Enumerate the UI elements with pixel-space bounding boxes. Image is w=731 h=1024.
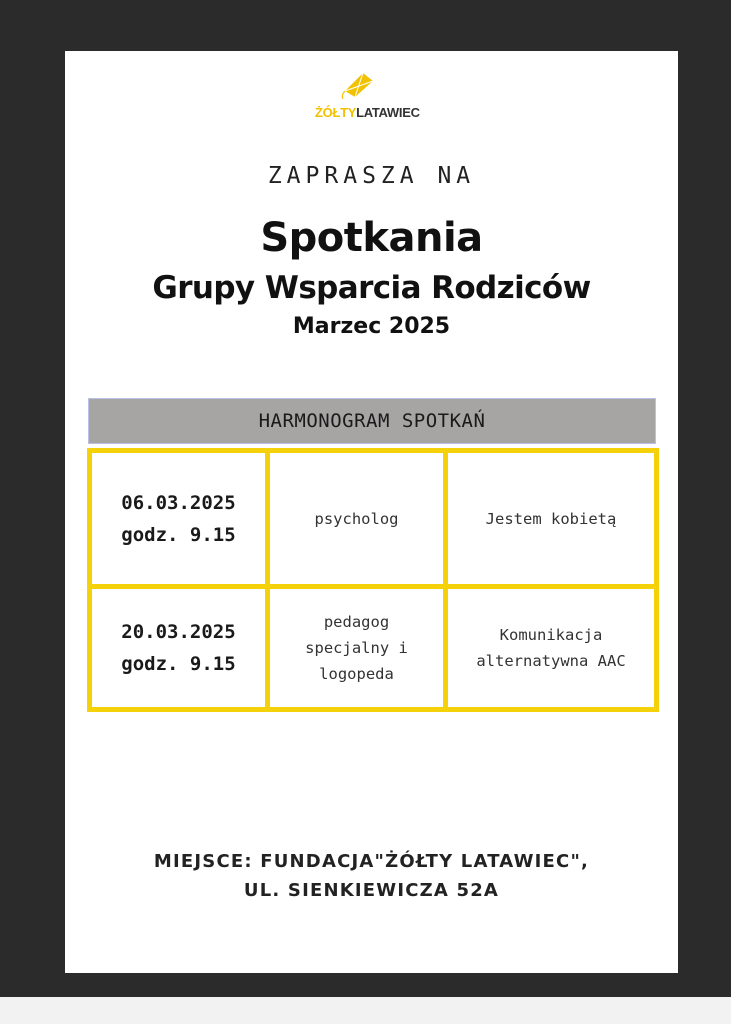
topic-line: alternatywna AAC <box>476 652 626 670</box>
schedule-date-cell <box>92 589 265 707</box>
schedule-topic-cell <box>448 589 654 707</box>
topic-line: Jestem kobietą <box>485 509 617 528</box>
schedule-header: HARMONOGRAM SPOTKAŃ <box>88 398 656 444</box>
meeting-time: godz. 9.15 <box>121 523 236 546</box>
page-subtitle: Grupy Wsparcia Rodziców <box>152 270 591 306</box>
schedule-topic-cell <box>448 453 654 584</box>
page-title: Spotkania <box>260 215 483 261</box>
specialist-line: psycholog <box>314 509 399 528</box>
specialist-line: specjalny i <box>305 639 408 657</box>
location-line: MIEJSCE: FUNDACJA"ŻÓŁTY LATAWIEC", <box>153 851 590 872</box>
meeting-date: 06.03.2025 <box>121 491 236 514</box>
schedule-table <box>87 448 659 712</box>
specialist-line: logopeda <box>319 665 394 683</box>
specialist-line: pedagog <box>323 613 390 631</box>
poster-page <box>65 51 678 973</box>
meeting-date: 20.03.2025 <box>121 621 236 643</box>
logo-text <box>315 105 420 120</box>
invite-heading: ZAPRASZA NA <box>267 163 476 189</box>
meeting-location <box>65 847 678 905</box>
logo-brand-dark: LATAWIEC <box>356 105 420 120</box>
logo-brand-yellow: ŻÓŁTY <box>315 105 357 120</box>
schedule-specialist-cell <box>270 589 443 707</box>
bottom-strip <box>0 997 731 1024</box>
month-label: Marzec 2025 <box>292 314 451 339</box>
logo <box>315 71 420 127</box>
meeting-time: godz. 9.15 <box>121 653 236 675</box>
topic-line: Komunikacja <box>499 626 603 644</box>
location-line: UL. SIENKIEWICZA 52A <box>243 880 500 901</box>
kite-icon <box>339 71 375 99</box>
schedule-date-cell <box>92 453 265 584</box>
schedule-specialist-cell <box>270 453 443 584</box>
